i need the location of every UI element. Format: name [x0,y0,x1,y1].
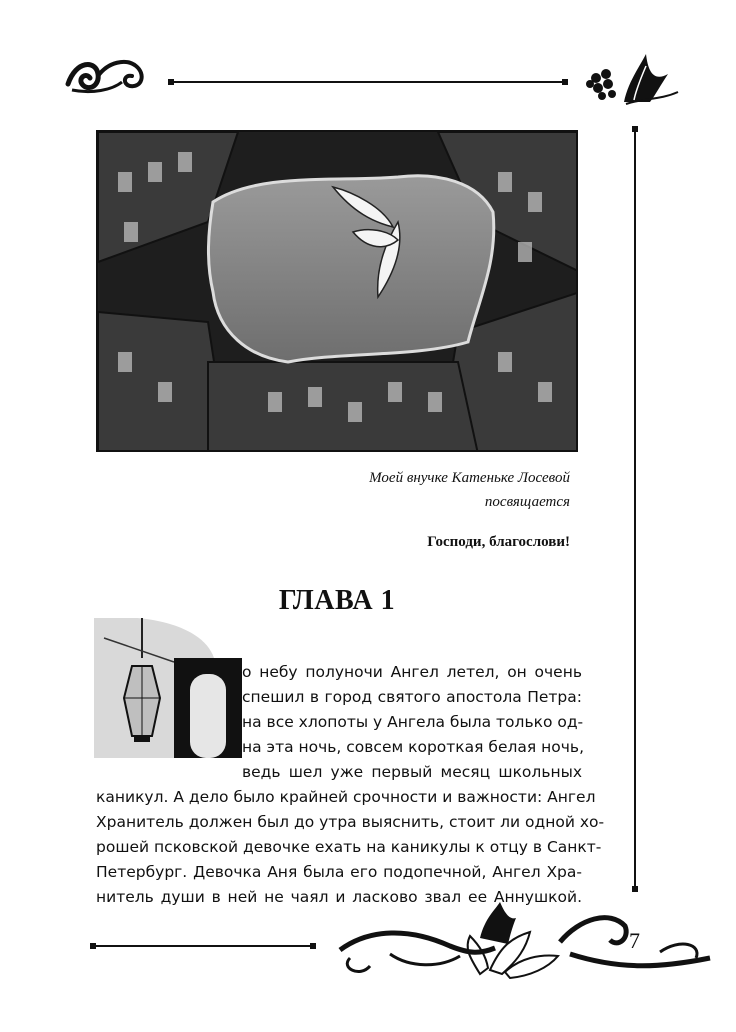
text-line: Петербург. Девочка Аня была его подопечной, Ангел Хра- [96,863,582,881]
rule-endpoint [562,79,568,85]
text-line: рошей псковской девочке ехать на каникулы к отцу в Санкт- [96,838,602,856]
rule-endpoint [310,943,316,949]
dedication-line-1: Моей внучке Катеньке Лосевой [369,470,570,486]
page-number: 7 [629,928,640,953]
flower-swirl-ornament-icon [330,898,720,990]
chapter-title: ГЛАВА 1 [278,585,396,616]
chapter-body [96,660,605,910]
right-rule [634,128,636,890]
top-rule [170,81,566,83]
text-line: каникул. А дело было крайней срочности и важности: Ангел [96,788,596,806]
bottom-rule [92,945,314,947]
text-line: о небу полуночи Ангел летел, он очень [242,663,582,681]
dedication-line-2: посвящается [484,494,570,510]
text-line: на все хлопоты у Ангела была только од- [242,713,584,731]
text-line: ведь шел уже первый месяц школьных [242,763,582,781]
text-line: на эта ночь, совсем короткая белая ночь, [242,738,584,756]
leaf-berries-ornament-icon [584,52,684,116]
text-line: нитель души в ней не чаял и ласково звал ее Аннушкой. [96,888,582,906]
rule-endpoint [632,886,638,892]
swirl-ornament-icon [62,54,152,96]
text-line: спешил в город святого апостола Петра: [242,688,582,706]
blessing: Господи, благослови! [427,534,570,550]
chapter-illustration [96,130,578,452]
dedication [369,466,570,514]
text-line: Хранитель должен был до утра выяснить, стоит ли одной хо- [96,813,605,831]
